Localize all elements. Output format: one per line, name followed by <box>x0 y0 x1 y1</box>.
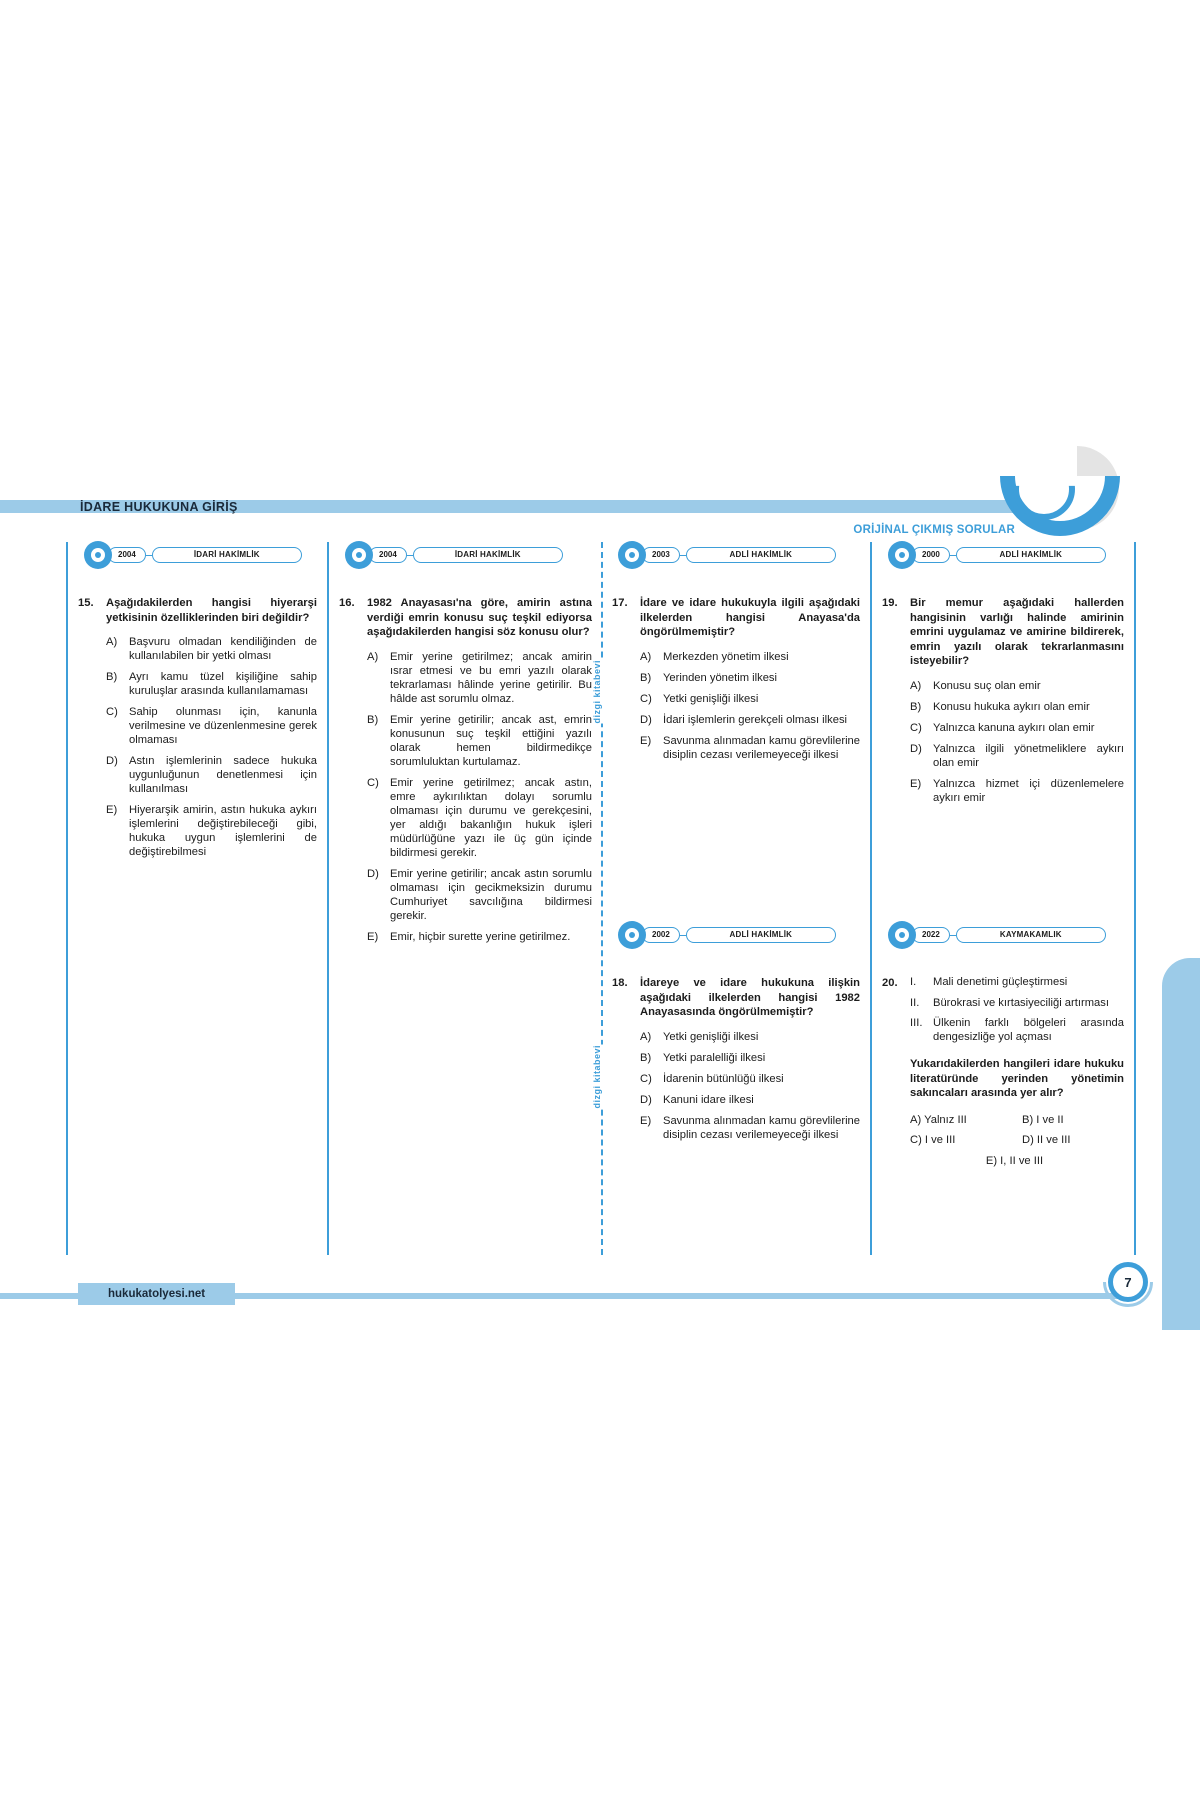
option-b: B) Emir yerine getirilir; ancak ast, emrin konusunun suç teşkil ettiğini yazılı olarak hemen bildirmedikçe sorumluluktan kurtulamaz. <box>367 713 592 768</box>
option-c: C) Sahip olunması için, kanunla verilmesine ve düzenlenmesine gerek olmaması <box>106 706 317 747</box>
exam-tag <box>612 542 860 568</box>
statement-2: II. Bürokrasi ve kırtasiyeciliği artırması <box>910 996 1109 1009</box>
header-decoration-circle <box>1000 416 1120 536</box>
target-icon <box>618 541 646 569</box>
option-b: B) Ayrı kamu tüzel kişiliğine sahip kuruluşlar arasında kullanılamaması <box>106 671 317 698</box>
column-4 <box>872 542 1136 1255</box>
option-b: B) Yerinden yönetim ilkesi <box>640 671 778 684</box>
section-title: İDARE HUKUKUNA GİRİŞ <box>80 500 238 514</box>
option-list <box>910 679 1124 805</box>
page-edge-tab <box>1162 958 1200 1330</box>
option-b: B) Yetki paralelliği ilkesi <box>640 1051 766 1064</box>
header-decoration-inner-circle <box>1013 458 1075 520</box>
tag-connector <box>146 555 152 556</box>
question-text: Yukarıdakilerden hangileri idare hukuku literatüründe yerinden yönetimin sakıncaları arasında yer alır? <box>910 1058 1124 1100</box>
exam-name: İDARİ HAKİMLİK <box>152 547 302 563</box>
target-icon <box>888 921 916 949</box>
question-18 <box>612 976 860 1142</box>
question-number: 18. <box>612 977 628 989</box>
answer-choices <box>910 1113 1124 1169</box>
choice-c: C) I ve III <box>910 1134 956 1147</box>
exam-year: 2000 <box>912 547 950 563</box>
exam-tag <box>882 922 1124 948</box>
column-1 <box>66 542 329 1255</box>
option-e: E) Hiyerarşik amirin, astın hukuka aykırı işlemlerini değiştirebileceği gibi, hukuka uygun işlemlerini de değiştirebilmesi <box>106 804 317 859</box>
exam-year: 2004 <box>369 547 407 563</box>
question-text: 1982 Anayasası'na göre, amirin astına verdiği emrin konusu suç teşkil ediyorsa aşağıdakilerden hangisi söz konusu olur? <box>367 597 592 639</box>
question-20 <box>882 976 1124 1169</box>
question-number: 15. <box>78 597 94 609</box>
choice-e: E) I, II ve III <box>985 1154 1044 1167</box>
choice-b: B) I ve II <box>1022 1113 1064 1126</box>
exam-tag <box>612 922 860 948</box>
tag-connector <box>680 935 686 936</box>
exam-name: İDARİ HAKİMLİK <box>413 547 563 563</box>
option-a: A) Konusu suç olan emir <box>910 679 1041 692</box>
statement-1: I. Mali denetimi güçleştirmesi <box>910 976 1068 988</box>
tag-connector <box>950 935 956 936</box>
exam-name: ADLİ HAKİMLİK <box>686 547 836 563</box>
question-17 <box>612 596 860 762</box>
target-icon <box>618 921 646 949</box>
exam-name: ADLİ HAKİMLİK <box>956 547 1106 563</box>
option-e: E) Savunma alınmadan kamu görevlilerine disiplin cezası verilemeyeceği ilkesi <box>640 1114 860 1141</box>
option-b: B) Konusu hukuka aykırı olan emir <box>910 700 1090 713</box>
choice-a: A) Yalnız III <box>910 1113 967 1126</box>
publisher-watermark: dizgi kitabevi <box>592 660 612 724</box>
question-text: İdareye ve idare hukukuna ilişkin aşağıdaki ilkelerden hangisi 1982 Anayasasında öngörülmemiştir? <box>640 977 860 1019</box>
question-text: Bir memur aşağıdaki hallerden hangisinin varlığı halinde amirinin emrini uygulamaz ve amirine bildirerek, emrin yazılı olarak tekrarlanmasını isteyebilir? <box>910 597 1124 668</box>
option-a: A) Emir yerine getirilmez; ancak amirin ısrar etmesi ve bu emri yazılı olarak tekrarlaması hâlinde yerine getirilir. Bu hâlde ast sorumlu olmaz. <box>367 650 592 705</box>
option-d: D) Astın işlemlerinin sadece hukuka uygunluğunun denetlenmesi için kullanılması <box>106 755 317 796</box>
column-2 <box>329 542 602 1255</box>
option-e: E) Savunma alınmadan kamu görevlilerine disiplin cezası verilemeyeceği ilkesi <box>640 734 860 761</box>
target-icon <box>888 541 916 569</box>
option-list <box>640 1030 860 1142</box>
option-list <box>640 650 860 762</box>
option-list <box>106 635 317 859</box>
exam-tag <box>78 542 317 568</box>
option-a: A) Merkezden yönetim ilkesi <box>640 650 789 663</box>
tag-connector <box>407 555 413 556</box>
tag-connector <box>950 555 956 556</box>
lower-block <box>882 922 1124 1169</box>
question-text: Aşağıdakilerden hangisi hiyerarşi yetkisinin özelliklerinden biri değildir? <box>106 597 317 624</box>
option-c: C) Yalnızca kanuna aykırı olan emir <box>910 721 1095 734</box>
question-number: 16. <box>339 597 355 609</box>
option-d: D) Kanuni idare ilkesi <box>640 1093 754 1106</box>
exam-tag <box>882 542 1124 568</box>
statement-list <box>910 976 1124 1051</box>
choice-d: D) II ve III <box>1022 1134 1071 1147</box>
exam-year: 2022 <box>912 927 950 943</box>
exam-name: KAYMAKAMLIK <box>956 927 1106 943</box>
option-e: E) Yalnızca hizmet içi düzenlemelere aykırı emir <box>910 777 1124 804</box>
exam-tag <box>339 542 592 568</box>
option-a: A) Yetki genişliği ilkesi <box>640 1030 759 1043</box>
column-3 <box>602 542 872 1255</box>
question-number: 20. <box>882 977 898 989</box>
question-text: İdare ve idare hukukuyla ilgili aşağıdaki ilkelerden hangisi Anayasa'da öngörülmemiştir? <box>640 597 860 639</box>
question-number: 17. <box>612 597 628 609</box>
exam-name: ADLİ HAKİMLİK <box>686 927 836 943</box>
option-d: D) İdari işlemlerin gerekçeli olması ilkesi <box>640 713 848 726</box>
option-c: C) Emir yerine getirilmez; ancak astın, emre aykırılıktan dolayı sorumlu olmaması için durumu ve gerekçesini, yer aldığı bakanlığın hukuk işleri müdürlüğüne yazı ile üç gün içinde bildirmesi gerekir. <box>367 776 592 859</box>
option-d: D) Yalnızca ilgili yönetmeliklere aykırı olan emir <box>910 742 1124 769</box>
option-c: C) Yetki genişliği ilkesi <box>640 692 759 705</box>
target-icon <box>84 541 112 569</box>
question-16 <box>339 596 592 944</box>
question-19 <box>882 596 1124 805</box>
lower-block <box>612 922 860 1149</box>
exam-year: 2003 <box>642 547 680 563</box>
exam-year: 2002 <box>642 927 680 943</box>
option-c: C) İdarenin bütünlüğü ilkesi <box>640 1072 784 1085</box>
statement-3: III. Ülkenin farklı bölgeleri arasında dengesizliğe yol açması <box>910 1017 1124 1043</box>
option-a: A) Başvuru olmadan kendiliğinden de kullanılabilen bir yetki olması <box>106 636 317 663</box>
footer-website: hukukatolyesi.net <box>78 1283 235 1305</box>
option-d: D) Emir yerine getirilir; ancak astın sorumlu olmaması için gecikmeksizin durumu Cumhuriyet savcılığına bildirmesi gerekir. <box>367 867 592 922</box>
option-e: E) Emir, hiçbir surette yerine getirilmez. <box>367 930 571 943</box>
publisher-watermark: dizgi kitabevi <box>592 1045 612 1109</box>
page-number: 7 <box>1108 1262 1148 1302</box>
target-icon <box>345 541 373 569</box>
page-subtitle: ORİJİNAL ÇIKMIŞ SORULAR <box>853 524 1015 536</box>
exam-year: 2004 <box>108 547 146 563</box>
question-number: 19. <box>882 597 898 609</box>
tag-connector <box>680 555 686 556</box>
question-15 <box>78 596 317 859</box>
option-list <box>367 650 592 944</box>
